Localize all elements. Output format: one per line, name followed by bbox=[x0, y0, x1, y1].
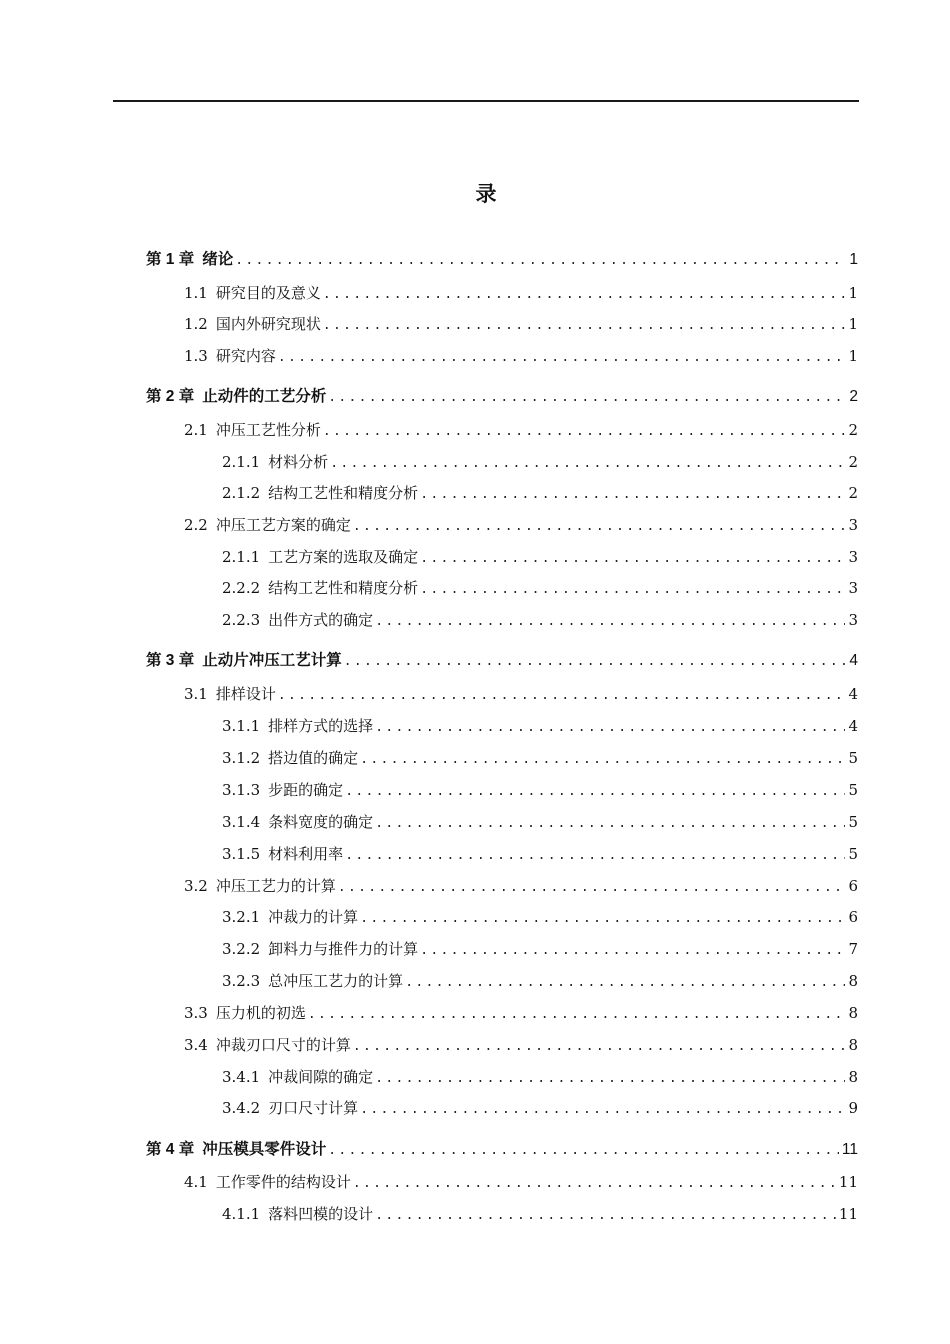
toc-dot-leader bbox=[360, 1099, 845, 1121]
toc-entry-number: 3.4.2 bbox=[222, 1099, 261, 1117]
toc-entry-number: 2.1 bbox=[184, 421, 208, 439]
toc-page-number: 2 bbox=[848, 421, 858, 439]
toc-page-number: 2 bbox=[848, 453, 858, 471]
toc-page-number: 3 bbox=[848, 579, 858, 597]
toc-entry-title: 冲裁间隙的确定 bbox=[268, 1068, 374, 1086]
toc-entry-title: 冲裁力的计算 bbox=[268, 908, 359, 926]
toc-entry-number: 3.2.3 bbox=[222, 972, 261, 990]
toc-dot-leader bbox=[405, 972, 845, 994]
toc-dot-leader bbox=[330, 453, 845, 475]
toc-dot-leader bbox=[375, 813, 845, 835]
toc-entry-title: 研究目的及意义 bbox=[215, 284, 321, 302]
toc-entry-title: 搭边值的确定 bbox=[268, 749, 359, 767]
toc-dot-leader bbox=[235, 250, 846, 272]
toc-dot-leader bbox=[345, 781, 845, 803]
toc-page-number: 4 bbox=[849, 652, 858, 669]
toc-entry-title: 结构工艺性和精度分析 bbox=[268, 484, 419, 502]
toc-entry-number: 3.1.2 bbox=[222, 749, 261, 767]
toc-entry[interactable] bbox=[222, 938, 858, 960]
toc-page-number: 1 bbox=[848, 315, 858, 333]
toc-page-number: 6 bbox=[848, 908, 858, 926]
toc-dot-leader bbox=[323, 315, 846, 337]
toc-entry[interactable] bbox=[184, 683, 858, 705]
toc-entry[interactable] bbox=[222, 906, 858, 928]
toc-entry-number: 1.2 bbox=[184, 315, 208, 333]
toc-page-number: 11 bbox=[838, 1205, 858, 1223]
toc-entry-number: 1.1 bbox=[184, 284, 208, 302]
toc-entry-title: 冲压模具零件设计 bbox=[202, 1141, 327, 1158]
toc-dot-leader bbox=[375, 717, 845, 739]
toc-dot-leader bbox=[278, 685, 846, 707]
toc-entry[interactable] bbox=[184, 1002, 858, 1024]
toc-entry-title: 绪论 bbox=[202, 251, 234, 268]
toc-page-number: 2 bbox=[848, 484, 858, 502]
toc-entry-title: 排样设计 bbox=[215, 685, 276, 703]
toc-entry[interactable] bbox=[222, 451, 858, 473]
toc-page-number: 8 bbox=[848, 1036, 858, 1054]
toc-entry-title: 卸料力与推件力的计算 bbox=[268, 940, 419, 958]
toc-page-number: 3 bbox=[848, 516, 858, 534]
toc-entry-title: 工作零件的结构设计 bbox=[215, 1173, 351, 1191]
toc-entry-title: 出件方式的确定 bbox=[268, 611, 374, 629]
toc-entry-title: 国内外研究现状 bbox=[215, 315, 321, 333]
toc-page-number: 3 bbox=[848, 548, 858, 566]
toc-entry-title: 步距的确定 bbox=[268, 781, 344, 799]
toc-entry-title: 压力机的初选 bbox=[215, 1004, 306, 1022]
toc-entry-number: 第 2 章 bbox=[146, 388, 195, 405]
toc-entry-number: 2.2.3 bbox=[222, 611, 261, 629]
toc-entry-title: 排样方式的选择 bbox=[268, 717, 374, 735]
toc-entry-number: 1.3 bbox=[184, 347, 208, 365]
toc-entry[interactable] bbox=[222, 843, 858, 865]
toc-entry-title: 冲压工艺方案的确定 bbox=[215, 516, 351, 534]
toc-page-number: 6 bbox=[848, 877, 858, 895]
toc-entry-number: 3.1.5 bbox=[222, 845, 261, 863]
toc-entry[interactable] bbox=[184, 419, 858, 441]
toc-page-number: 8 bbox=[848, 972, 858, 990]
toc-entry[interactable] bbox=[222, 577, 858, 599]
toc-dot-leader bbox=[328, 387, 846, 409]
toc-dot-leader bbox=[328, 1140, 839, 1162]
toc-page-number: 1 bbox=[848, 284, 858, 302]
toc-entry[interactable] bbox=[222, 970, 858, 992]
toc-dot-leader bbox=[353, 1173, 836, 1195]
toc-page-number: 11 bbox=[838, 1173, 858, 1191]
toc-entry-title: 结构工艺性和精度分析 bbox=[268, 579, 419, 597]
toc-page-number: 8 bbox=[848, 1068, 858, 1086]
toc-entry-number: 3.2.2 bbox=[222, 940, 261, 958]
toc-entry-title: 止动件的工艺分析 bbox=[202, 388, 327, 405]
toc-entry-title: 冲压工艺力的计算 bbox=[215, 877, 336, 895]
toc-entry[interactable] bbox=[222, 1203, 858, 1225]
toc-entry-number: 3.1.3 bbox=[222, 781, 261, 799]
toc-entry-number: 3.4 bbox=[184, 1036, 208, 1054]
toc-entry[interactable] bbox=[222, 1097, 858, 1119]
toc-dot-leader bbox=[345, 845, 845, 867]
toc-dot-leader bbox=[344, 651, 847, 673]
toc-entry-number: 第 4 章 bbox=[146, 1141, 195, 1158]
toc-page-number: 8 bbox=[848, 1004, 858, 1022]
toc-entry-number: 3.2 bbox=[184, 877, 208, 895]
toc-entry[interactable] bbox=[222, 811, 858, 833]
toc-entry-title: 研究内容 bbox=[215, 347, 276, 365]
toc-entry-title: 落料凹模的设计 bbox=[268, 1205, 374, 1223]
toc-entry[interactable] bbox=[222, 546, 858, 568]
toc-dot-leader bbox=[420, 940, 845, 962]
toc-entry-number: 3.3 bbox=[184, 1004, 208, 1022]
toc-entry-title: 材料利用率 bbox=[268, 845, 344, 863]
toc-entry-title: 条料宽度的确定 bbox=[268, 813, 374, 831]
toc-page-number: 5 bbox=[848, 749, 858, 767]
toc-entry-number: 3.1.4 bbox=[222, 813, 261, 831]
toc-entry-number: 3.4.1 bbox=[222, 1068, 261, 1086]
toc-entry-number: 2.2.2 bbox=[222, 579, 261, 597]
toc-dot-leader bbox=[375, 611, 845, 633]
toc-entry[interactable] bbox=[146, 650, 858, 672]
toc-dot-leader bbox=[360, 749, 845, 771]
toc-entry[interactable] bbox=[222, 1066, 858, 1088]
toc-entry[interactable] bbox=[146, 1139, 858, 1161]
toc-entry-number: 3.1.1 bbox=[222, 717, 261, 735]
toc-dot-leader bbox=[375, 1068, 845, 1090]
toc-entry-title: 材料分析 bbox=[268, 453, 329, 471]
toc-page-number: 2 bbox=[849, 388, 858, 405]
toc-page-number: 1 bbox=[849, 251, 858, 268]
toc-entry-title: 总冲压工艺力的计算 bbox=[268, 972, 404, 990]
toc-dot-leader bbox=[420, 579, 845, 601]
toc-dot-leader bbox=[420, 484, 845, 506]
toc-dot-leader bbox=[360, 908, 845, 930]
toc-entry-number: 2.2 bbox=[184, 516, 208, 534]
toc-page-number: 5 bbox=[848, 813, 858, 831]
toc-dot-leader bbox=[308, 1004, 846, 1026]
toc-entry[interactable] bbox=[184, 282, 858, 304]
toc-entry[interactable] bbox=[184, 1034, 858, 1056]
toc-page-number: 11 bbox=[841, 1141, 858, 1158]
toc-entry-title: 刃口尺寸计算 bbox=[268, 1099, 359, 1117]
toc-entry[interactable] bbox=[146, 386, 858, 408]
toc-entry-title: 止动片冲压工艺计算 bbox=[202, 652, 342, 669]
toc-entry[interactable] bbox=[184, 345, 858, 367]
toc-dot-leader bbox=[353, 1036, 846, 1058]
toc-dot-leader bbox=[375, 1205, 836, 1227]
toc-entry[interactable] bbox=[184, 875, 858, 897]
toc-entry-number: 2.1.2 bbox=[222, 484, 261, 502]
toc-page-number: 4 bbox=[848, 717, 858, 735]
toc-entry-number: 2.1.1 bbox=[222, 453, 261, 471]
toc-entry[interactable] bbox=[184, 313, 858, 335]
toc-dot-leader bbox=[420, 548, 845, 570]
toc-entry[interactable] bbox=[222, 747, 858, 769]
page-title: 录 bbox=[475, 182, 498, 206]
toc-dot-leader bbox=[353, 516, 846, 538]
toc-entry-number: 4.1 bbox=[184, 1173, 208, 1191]
toc-entry[interactable] bbox=[184, 1171, 858, 1193]
toc-entry[interactable] bbox=[222, 609, 858, 631]
toc-page-number: 5 bbox=[848, 781, 858, 799]
toc-entry-number: 3.2.1 bbox=[222, 908, 261, 926]
toc-page-number: 7 bbox=[848, 940, 858, 958]
toc-entry-title: 工艺方案的选取及确定 bbox=[268, 548, 419, 566]
toc-entry[interactable] bbox=[146, 249, 858, 271]
toc-entry[interactable] bbox=[222, 715, 858, 737]
toc-entry-title: 冲裁刃口尺寸的计算 bbox=[215, 1036, 351, 1054]
toc-page-number: 9 bbox=[848, 1099, 858, 1117]
toc-page-number: 4 bbox=[848, 685, 858, 703]
toc-entry-number: 第 1 章 bbox=[146, 251, 195, 268]
toc-entry-number: 4.1.1 bbox=[222, 1205, 261, 1223]
toc-entry-title: 冲压工艺性分析 bbox=[215, 421, 321, 439]
toc-entry-number: 2.1.1 bbox=[222, 548, 261, 566]
toc-dot-leader bbox=[323, 421, 846, 443]
toc-page-number: 1 bbox=[848, 347, 858, 365]
toc-entry[interactable] bbox=[184, 514, 858, 536]
toc-entry[interactable] bbox=[222, 779, 858, 801]
toc-dot-leader bbox=[278, 347, 846, 369]
toc-entry[interactable] bbox=[222, 482, 858, 504]
toc-page-number: 3 bbox=[848, 611, 858, 629]
toc-entry-number: 3.1 bbox=[184, 685, 208, 703]
toc-entry-number: 第 3 章 bbox=[146, 652, 195, 669]
toc-dot-leader bbox=[338, 877, 846, 899]
toc-dot-leader bbox=[323, 284, 846, 306]
toc-page-number: 5 bbox=[848, 845, 858, 863]
